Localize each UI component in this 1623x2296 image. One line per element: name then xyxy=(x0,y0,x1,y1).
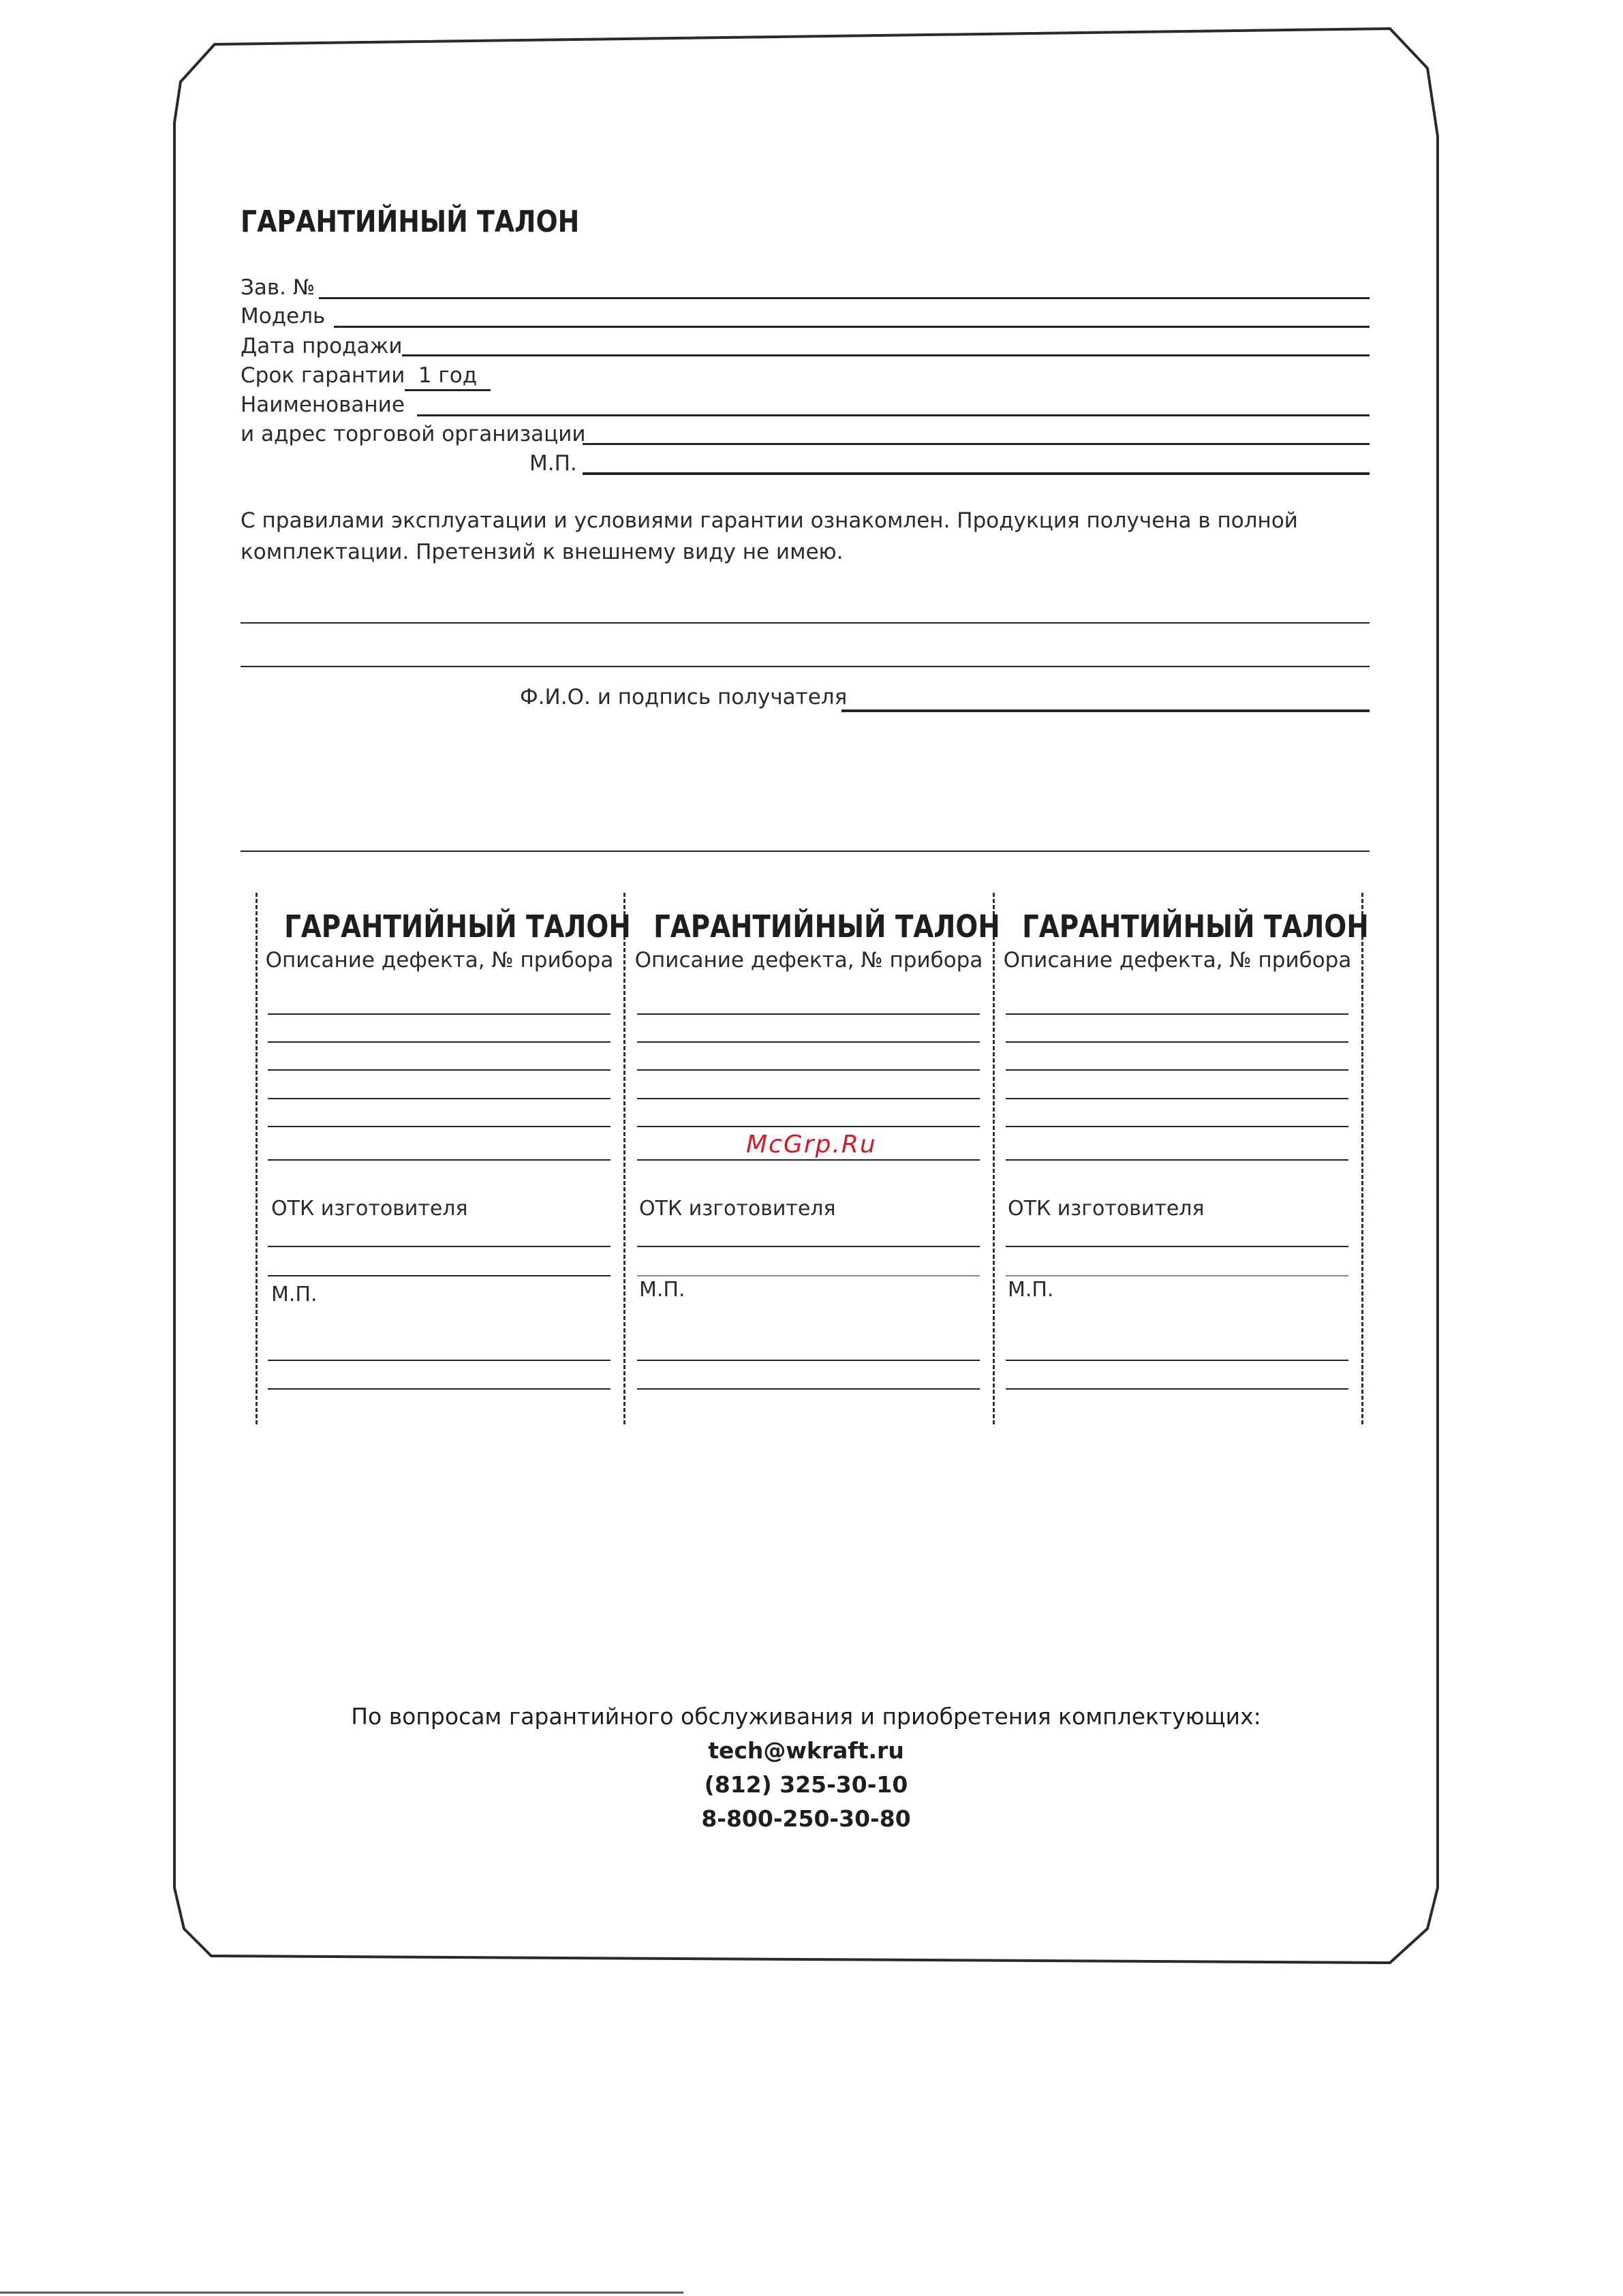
defect-line[interactable] xyxy=(637,1159,980,1161)
stamp-line[interactable] xyxy=(637,1360,980,1361)
org-name-label: Наименование xyxy=(241,393,405,417)
defect-line[interactable] xyxy=(1006,1041,1348,1043)
coupon-divider-3 xyxy=(993,893,995,1424)
otk-line[interactable] xyxy=(637,1246,980,1247)
card-title: ГАРАНТИЙНЫЙ ТАЛОН xyxy=(241,204,580,239)
stamp-label: М.П. xyxy=(639,1278,685,1302)
sale-date-label: Дата продажи xyxy=(241,334,403,358)
stamp-label: М.П. xyxy=(271,1283,318,1306)
otk-line[interactable] xyxy=(637,1275,980,1276)
defect-line[interactable] xyxy=(268,1041,610,1043)
warranty-value: 1 год xyxy=(405,362,491,391)
blank-line-1[interactable] xyxy=(241,622,1370,624)
defect-line[interactable] xyxy=(1006,1069,1348,1071)
agreement-text xyxy=(241,505,1385,568)
defect-line[interactable] xyxy=(637,1098,980,1099)
defect-line[interactable] xyxy=(268,1069,610,1071)
defect-line[interactable] xyxy=(268,1126,610,1127)
otk-label: ОТК изготовителя xyxy=(1008,1197,1205,1221)
coupon-subtitle: Описание дефекта, № прибора xyxy=(634,948,983,973)
footer-phone-1[interactable]: (812) 325-30-10 xyxy=(704,1771,908,1798)
org-name-field[interactable] xyxy=(417,414,1370,416)
coupon-divider-4 xyxy=(1361,893,1363,1424)
defect-line[interactable] xyxy=(637,1041,980,1043)
coupon-title: ГАРАНТИЙНЫЙ ТАЛОН xyxy=(1022,908,1369,945)
stamp-line[interactable] xyxy=(1006,1388,1348,1390)
defect-line[interactable] xyxy=(268,1159,610,1161)
coupon-subtitle: Описание дефекта, № прибора xyxy=(265,948,614,973)
otk-line[interactable] xyxy=(268,1246,610,1247)
footer-phone-2[interactable]: 8-800-250-30-80 xyxy=(701,1805,911,1832)
defect-line[interactable] xyxy=(637,1013,980,1015)
defect-line[interactable] xyxy=(637,1126,980,1127)
coupon-title: ГАРАНТИЙНЫЙ ТАЛОН xyxy=(653,908,1000,945)
stamp-label: М.П. xyxy=(1008,1278,1054,1302)
coupon-subtitle: Описание дефекта, № прибора xyxy=(1003,948,1352,973)
coupon-title: ГАРАНТИЙНЫЙ ТАЛОН xyxy=(284,908,631,945)
footer-intro: По вопросам гарантийного обслуживания и приобретения комплектующих: xyxy=(351,1703,1261,1730)
agreement-line-1: С правилами эксплуатации и условиями гарантии ознакомлен. Продукция получена в полной xyxy=(241,508,1298,533)
signature-field[interactable] xyxy=(841,709,1370,712)
stamp-label: М.П. xyxy=(529,451,577,476)
defect-line[interactable] xyxy=(637,1069,980,1071)
defect-line[interactable] xyxy=(1006,1126,1348,1127)
defect-line[interactable] xyxy=(1006,1159,1348,1161)
defect-line[interactable] xyxy=(1006,1013,1348,1015)
defect-line[interactable] xyxy=(268,1013,610,1015)
otk-label: ОТК изготовителя xyxy=(639,1197,836,1221)
serial-field[interactable] xyxy=(319,297,1370,299)
sale-date-field[interactable] xyxy=(402,354,1370,356)
agreement-line-2: комплектации. Претензий к внешнему виду не имею. xyxy=(241,540,844,564)
model-label: Модель xyxy=(241,304,326,328)
stamp-line[interactable] xyxy=(1006,1360,1348,1361)
serial-label: Зав. № xyxy=(241,275,315,300)
blank-line-2[interactable] xyxy=(241,666,1370,667)
stamp-line[interactable] xyxy=(268,1360,610,1361)
signature-label: Ф.И.О. и подпись получателя xyxy=(520,685,848,709)
org-address-field[interactable] xyxy=(583,443,1370,445)
coupon-divider-2 xyxy=(623,893,625,1424)
otk-line[interactable] xyxy=(1006,1246,1348,1247)
stamp-line[interactable] xyxy=(637,1388,980,1390)
model-field[interactable] xyxy=(334,326,1370,328)
otk-line[interactable] xyxy=(1006,1275,1348,1276)
cut-line xyxy=(241,851,1370,852)
otk-label: ОТК изготовителя xyxy=(271,1197,468,1221)
defect-line[interactable] xyxy=(1006,1098,1348,1099)
footer-email[interactable]: tech@wkraft.ru xyxy=(708,1737,904,1764)
stamp-field[interactable] xyxy=(583,472,1370,475)
defect-line[interactable] xyxy=(268,1098,610,1099)
coupon-divider-1 xyxy=(256,893,258,1424)
org-address-label: и адрес торговой организации xyxy=(241,422,586,446)
footer xyxy=(174,1700,1438,1836)
warranty-label: Срок гарантии xyxy=(241,363,405,388)
stamp-line[interactable] xyxy=(268,1388,610,1390)
watermark: McGrp.Ru xyxy=(746,1131,877,1159)
otk-line[interactable] xyxy=(268,1275,610,1276)
